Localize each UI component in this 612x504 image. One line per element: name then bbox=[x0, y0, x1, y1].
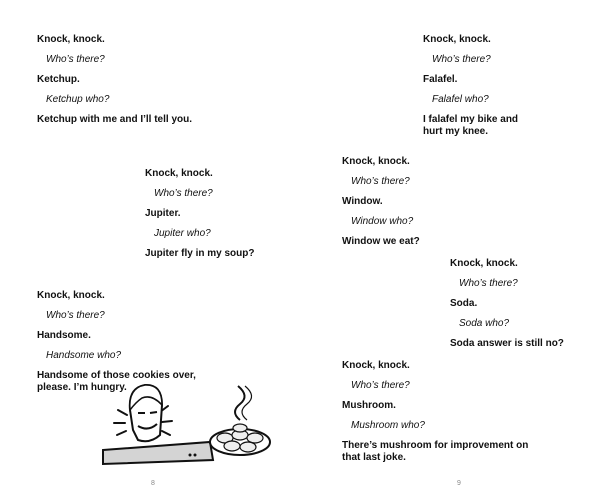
joke-line-whos-there: Who’s there? bbox=[46, 310, 105, 321]
joke-line-punchline: Soda answer is still no? bbox=[450, 338, 564, 349]
joke-line-name: Window. bbox=[342, 196, 383, 207]
joke-line-name: Mushroom. bbox=[342, 400, 396, 411]
joke-line-whos-there: Who’s there? bbox=[432, 54, 491, 65]
joke-line-knock: Knock, knock. bbox=[450, 258, 518, 269]
joke-line-punchline: Jupiter fly in my soup? bbox=[145, 248, 255, 259]
joke-line-name: Ketchup. bbox=[37, 74, 80, 85]
joke-line-knock: Knock, knock. bbox=[37, 290, 105, 301]
page-number-right: 9 bbox=[457, 480, 461, 487]
joke-line-name-who: Window who? bbox=[351, 216, 414, 227]
joke-line-whos-there: Who’s there? bbox=[46, 54, 105, 65]
page-number-left: 8 bbox=[151, 480, 155, 487]
joke-line-name: Soda. bbox=[450, 298, 478, 309]
joke-line-name: Handsome. bbox=[37, 330, 91, 341]
joke-line-punchline: Handsome of those cookies over, please. I’m hungry. bbox=[37, 370, 196, 393]
joke-line-name-who: Mushroom who? bbox=[351, 420, 425, 431]
joke-line-name-who: Ketchup who? bbox=[46, 94, 110, 105]
joke-line-name-who: Handsome who? bbox=[46, 350, 122, 361]
joke-line-whos-there: Who’s there? bbox=[351, 380, 410, 391]
joke-line-whos-there: Who’s there? bbox=[351, 176, 410, 187]
joke-line-punchline: There’s mushroom for improvement on that last joke. bbox=[342, 440, 529, 463]
joke-line-knock: Knock, knock. bbox=[342, 360, 410, 371]
joke-line-punchline: Ketchup with me and I’ll tell you. bbox=[37, 114, 193, 125]
joke-line-name-who: Jupiter who? bbox=[154, 228, 211, 239]
joke-line-knock: Knock, knock. bbox=[145, 168, 213, 179]
joke-line-knock: Knock, knock. bbox=[342, 156, 410, 167]
man-serving-cookies-illustration bbox=[100, 380, 275, 468]
joke-line-knock: Knock, knock. bbox=[37, 34, 105, 45]
joke-line-name-who: Soda who? bbox=[459, 318, 510, 329]
joke-line-punchline: Window we eat? bbox=[342, 236, 420, 247]
joke-line-whos-there: Who’s there? bbox=[459, 278, 518, 289]
joke-line-whos-there: Who’s there? bbox=[154, 188, 213, 199]
joke-line-punchline: I falafel my bike and hurt my knee. bbox=[423, 114, 519, 137]
joke-line-name-who: Falafel who? bbox=[432, 94, 489, 105]
joke-line-knock: Knock, knock. bbox=[423, 34, 491, 45]
joke-line-name: Falafel. bbox=[423, 74, 458, 85]
joke-line-name: Jupiter. bbox=[145, 208, 181, 219]
